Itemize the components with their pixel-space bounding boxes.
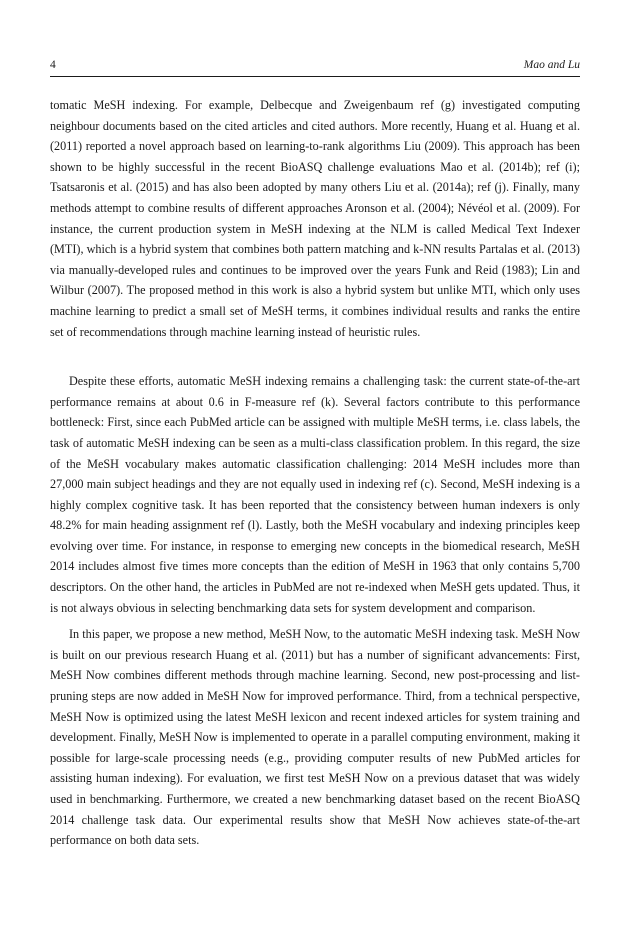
body-text (50, 95, 580, 851)
running-head-authors: Mao and Lu (523, 59, 580, 71)
paragraph-gap (50, 342, 580, 371)
paper-page (50, 58, 580, 851)
paragraph-challenges: Despite these efforts, automatic MeSH indexing remains a challenging task: the current state-of-the-art performance remains at about 0.6 in F-measure ref (k). Several factors contribute to this performance bottleneck: First, since each PubMed article can be assigned with multiple MeSH terms, i.e. class labels, the task of automatic MeSH indexing can be seen as a multi-class classification problem. In this regard, the size of the MeSH vocabulary makes automatic classification challenging: 2014 MeSH includes more than 27,000 main subject headings and they are not equally used in indexing ref (c). Second, MeSH indexing is a highly complex cognitive task. It has been reported that the consistency between human indexers is only 48.2% for main heading assignment ref (l). Lastly, both the MeSH vocabulary and indexing principles keep evolving over time. For instance, in response to emerging new concepts in the biomedical research, MeSH 2014 includes almost five times more concepts than the edition of MeSH in 1963 that only contains 5,700 descriptors. On the other hand, the articles in PubMed are not re-indexed when MeSH gets updated. Thus, it is not always obvious in selecting benchmarking data sets for system development and comparison. (50, 374, 580, 615)
paragraph-proposal: In this paper, we propose a new method, MeSH Now, to the automatic MeSH indexing task. MeSH Now is built on our previous research Huang et al. (2011) but has a number of significant advancements: First, MeSH Now combines different methods through machine learning. Second, new post-processing and list-pruning steps are now added in MeSH Now for improved performance. Third, from a technical perspective, MeSH Now is optimized using the latest MeSH lexicon and recent indexed articles for system training and development. Finally, MeSH Now is implemented to operate in a parallel computing environment, making it possible for large-scale processing needs (e.g., providing computer results of new PubMed articles for assisting human indexing). For evaluation, we first test MeSH Now on a previous dataset that was widely used in benchmarking. Furthermore, we created a new benchmarking dataset based on the recent BioASQ 2014 challenge task data. Our experimental results show that MeSH Now achieves state-of-the-art performance on both data sets. (50, 627, 580, 848)
paragraph-related-work: tomatic MeSH indexing. For example, Delbecque and Zweigenbaum ref (g) investigated computing neighbour documents based on the cited articles and cited authors. More recently, Huang et al. Huang et al. (2011) reported a novel approach based on learning-to-rank algorithms Liu (2009). This approach has been shown to be highly successful in the recent BioASQ challenge evaluations Mao et al. (2014b); ref (i); Tsatsaronis et al. (2015) and has also been adopted by many others Liu et al. (2014a); ref (j). Finally, many methods attempt to combine results of different approaches Aronson et al. (2004); Névéol et al. (2009). For instance, the current production system in MeSH indexing at the NLM is called Medical Text Indexer (MTI), which is a hybrid system that combines both pattern matching and k-NN results Partalas et al. (2013) via manually-developed rules and continues to be improved over the years Funk and Reid (1983); Lin and Wilbur (2007). The proposed method in this work is also a hybrid system but unlike MTI, which only uses machine learning to predict a small set of MeSH terms, it combines individual results and ranks the entire set of recommendations through machine learning instead of heuristic rules. (50, 98, 580, 339)
page-number: 4 (50, 59, 56, 71)
running-header (50, 58, 580, 77)
